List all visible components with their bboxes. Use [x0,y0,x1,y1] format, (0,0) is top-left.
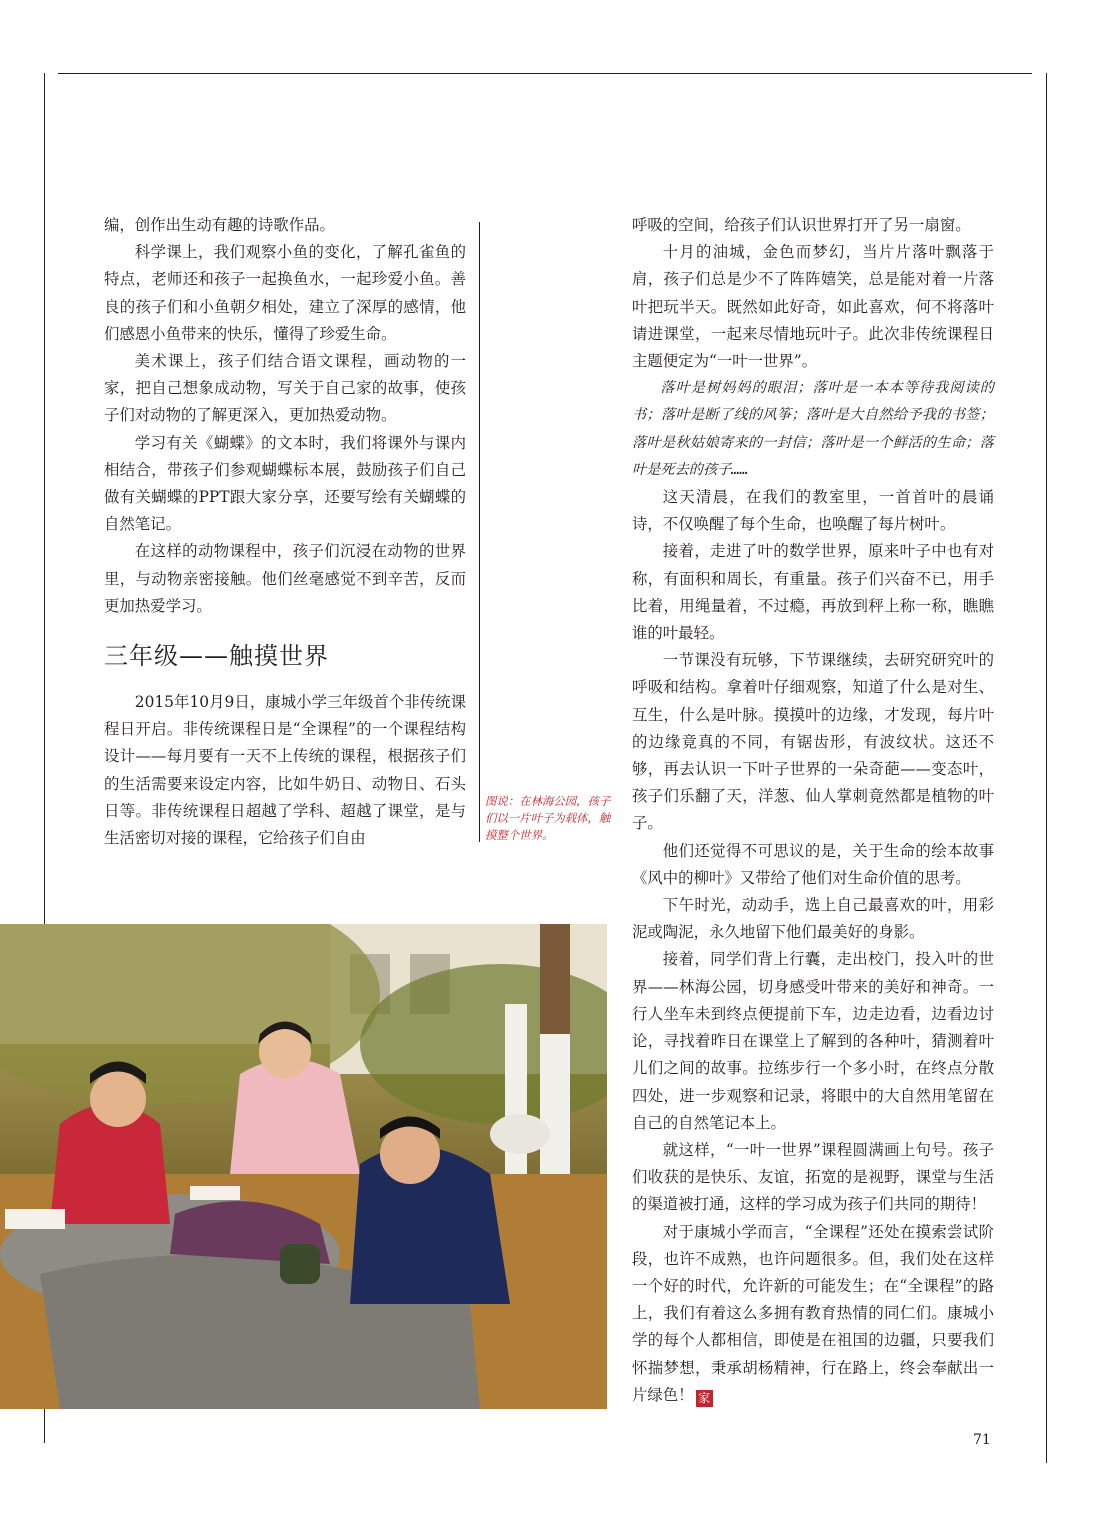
boy-face [90,1071,146,1127]
poem: 落叶是树妈妈的眼泪；落叶是一本本等待我阅读的书；落叶是断了线的风筝；落叶是大自然给予我的书签；落叶是秋姑娘寄来的一封信；落叶是一个鲜活的生命；落叶是死去的孩子…… [632,380,994,478]
end-mark-icon: 家 [696,1390,713,1407]
paragraph: 2015年10月9日，康城小学三年级首个非传统课程日开启。非传统课程日是“全课程”的一个课程结构设计——每月要有一天不上传统的课程，根据孩子们的生活需要来设定内容，比如牛奶日、动物日、石头日等。非传统课程日超越了学科、超越了课堂，是与生活密切对接的课程，它给孩子们自由 [104,693,466,848]
column-divider [479,222,480,842]
paragraph: 这天清晨，在我们的教室里，一首首叶的晨诵诗，不仅唤醒了每个生命，也唤醒了每片树叶。 [632,488,994,534]
open-notebook [5,1209,65,1229]
paragraph: 美术课上，孩子们结合语文课程，画动物的一家，把自己想象成动物，写关于自己家的故事，使孩子们对动物的了解更深入，更加热爱动物。 [104,352,466,425]
paragraph: 呼吸的空间，给孩子们认识世界打开了另一扇窗。 [632,216,971,234]
paragraph: 接着，走进了叶的数学世界，原来叶子中也有对称，有面积和周长，有重量。孩子们兴奋不已，用手比着，用绳量着，不过瘾，再放到秤上称一称，瞧瞧谁的叶最轻。 [632,542,994,643]
left-column-bottom [104,689,466,852]
section-title: 三年级——触摸世界 [104,642,329,670]
open-notebook [190,1186,240,1200]
paragraph-text: 对于康城小学而言，“全课程”还处在摸索尝试阶段，也许不成熟，也许问题很多。但，我们处在这样一个好的时代，允许新的可能发生；在“全课程”的路上，我们有着这么多拥有教育热情的同仁们。康城小学的每个人都相信，即使是在祖国的边疆，只要我们怀揣梦想，秉承胡杨精神，行在路上，终会奉献出一片绿色！ [632,1222,994,1404]
top-rule [58,73,1032,74]
paragraph: 在这样的动物课程中，孩子们沉浸在动物的世界里，与动物亲密接触。他们丝毫感觉不到辛苦，反而更加热爱学习。 [104,542,466,615]
sheep-statue [490,1114,550,1154]
paragraph: 编，创作出生动有趣的诗歌作品。 [104,216,335,234]
paragraph: 他们还觉得不可思议的是，关于生命的绘本故事《风中的柳叶》又带给了他们对生命价值的思考。 [632,841,994,887]
photo-children-in-park [0,924,607,1409]
boy-face [380,1124,440,1184]
photo-caption: 图说：在林海公园，孩子们以一片叶子为载体，触摸整个世界。 [485,794,611,842]
right-margin-rule [1046,73,1047,1463]
paragraph: 学习有关《蝴蝶》的文本时，我们将课外与课内相结合，带孩子们参观蝴蝶标本展，鼓励孩子们自己做有关蝴蝶的PPT跟大家分享，还要写绘有关蝴蝶的自然笔记。 [104,433,466,534]
photo-illustration [0,924,607,1409]
paragraph: 科学课上，我们观察小鱼的变化，了解孔雀鱼的特点，老师还和孩子一起换鱼水，一起珍爱小鱼。善良的孩子们和小鱼朝夕相处，建立了深厚的感情，他们感恩小鱼带来的快乐，懂得了珍爱生命。 [104,243,466,343]
paragraph: 接着，同学们背上行囊，走出校门，投入叶的世界——林海公园，切身感受叶带来的美好和神奇。一行人坐车未到终点便提前下车，边走边看，边看边讨论，寻找着昨日在课堂上了解到的各种叶，猜测着叶儿们之间的故事。拉练步行一个多小时，在终点分散四处，进一步观察和记录，将眼中的大自然用笔留在自己的自然笔记本上。 [632,950,994,1132]
page-number: 71 [973,1432,991,1448]
paragraph: 十月的油城，金色而梦幻，当片片落叶飘落于肩，孩子们总是少不了阵阵嬉笑，总是能对着一片落叶把玩半天。既然如此好奇，如此喜欢，何不将落叶请进课堂，一起来尽情地玩叶子。此次非传统课程日主题便定为“一叶一世界”。 [632,243,994,371]
water-bottle [280,1244,320,1284]
left-column-top [104,212,466,620]
paragraph-final [632,1219,994,1409]
right-column [632,212,994,1409]
paragraph: 就这样，“一叶一世界”课程圆满画上句号。孩子们收获的是快乐、友谊，拓宽的是视野，课堂与生活的渠道被打通，这样的学习成为孩子们共同的期待！ [632,1140,994,1214]
paragraph: 一节课没有玩够，下节课继续，去研究研究叶的呼吸和结构。拿着叶仔细观察，知道了什么是对生、互生，什么是叶脉。摸摸叶的边缘，才发现，每片叶的边缘竟真的不同，有锯齿形，有波纹状。这还不够，再去认识一下叶子世界的一朵奇葩——变态叶，孩子们乐翻了天，洋葱、仙人掌刺竟然都是植物的叶子。 [632,651,994,833]
girl-pink-jacket [230,1059,360,1174]
paragraph: 下午时光，动动手，选上自己最喜欢的叶，用彩泥或陶泥，永久地留下他们最美好的身影。 [632,896,994,942]
